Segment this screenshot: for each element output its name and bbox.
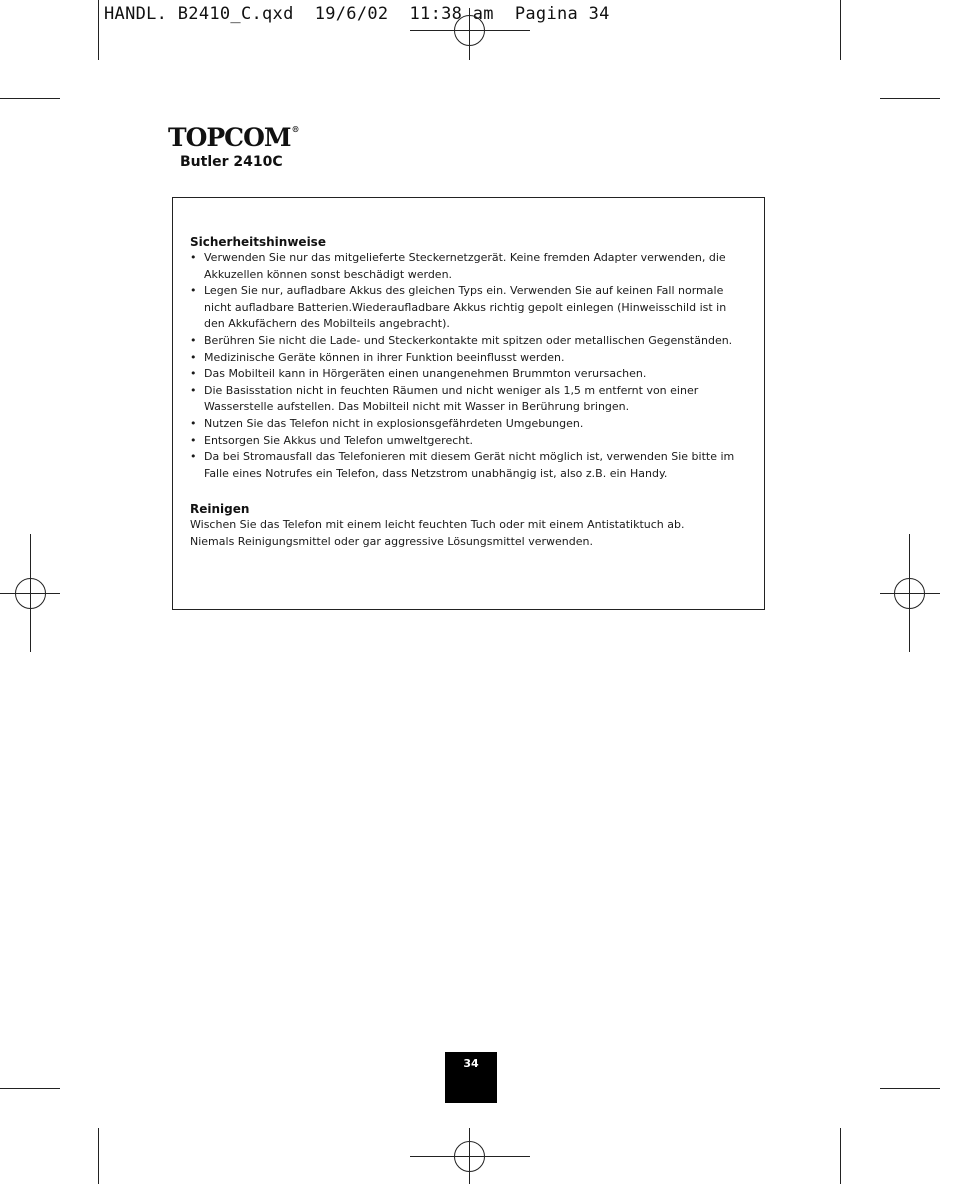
registration-mark-right — [880, 534, 940, 652]
cleaning-heading: Reinigen — [190, 502, 250, 517]
list-item: • Legen Sie nur, aufladbare Akkus des gleichen Typs ein. Verwenden Sie auf keinen Fall normale nicht aufladbare Batterien.Wiederaufladbare Akkus richtig gepolt einlegen (Hinweisschild ist in den Akkufächern des Mobilteils angebracht). — [190, 283, 750, 333]
list-item: • Verwenden Sie nur das mitgelieferte Steckernetzgerät. Keine fremden Adapter verwenden, die Akkuzellen können sonst beschädigt werden. — [190, 250, 750, 283]
content-body — [190, 234, 750, 551]
safety-list — [190, 250, 750, 482]
registration-mark-left — [0, 534, 60, 652]
cleaning-line: Niemals Reinigungsmittel oder gar aggressive Lösungsmittel verwenden. — [190, 534, 593, 548]
list-item: • Nutzen Sie das Telefon nicht in explosionsgefährdeten Umgebungen. — [190, 416, 750, 433]
print-slug-line: HANDL. B2410_C.qxd 19/6/02 11:38 am Pagina 34 — [104, 4, 610, 24]
list-item: • Medizinische Geräte können in ihrer Funktion beeinflusst werden. — [190, 350, 750, 367]
registration-mark-bottom — [410, 1128, 530, 1184]
list-item: • Das Mobilteil kann in Hörgeräten einen unangenehmen Brummton verursachen. — [190, 366, 750, 383]
list-item: • Da bei Stromausfall das Telefonieren mit diesem Gerät nicht möglich ist, verwenden Sie bitte im Falle eines Notrufes ein Telefon, dass Netzstrom unabhängig ist, also z.B. ein Handy. — [190, 449, 750, 482]
brand-logo-text: TOPCOM — [168, 123, 291, 152]
content-box — [172, 197, 765, 610]
list-item: • Die Basisstation nicht in feuchten Räumen und nicht weniger als 1,5 m entfernt von einer Wasserstelle aufstellen. Das Mobilteil nicht mit Wasser in Berührung bringen. — [190, 383, 750, 416]
brand-logo — [168, 125, 300, 150]
list-item: • Entsorgen Sie Akkus und Telefon umweltgerecht. — [190, 433, 750, 450]
page-number-box — [445, 1052, 497, 1103]
page-number: 34 — [463, 1057, 479, 1070]
registration-mark-top — [410, 8, 530, 60]
safety-heading: Sicherheitshinweise — [190, 235, 326, 249]
model-name: Butler 2410C — [180, 154, 283, 170]
list-item: • Berühren Sie nicht die Lade- und Steckerkontakte mit spitzen oder metallischen Gegenständen. — [190, 333, 750, 350]
registered-mark: ® — [291, 124, 300, 134]
cleaning-line: Wischen Sie das Telefon mit einem leicht feuchten Tuch oder mit einem Antistatiktuch ab. — [190, 518, 685, 532]
